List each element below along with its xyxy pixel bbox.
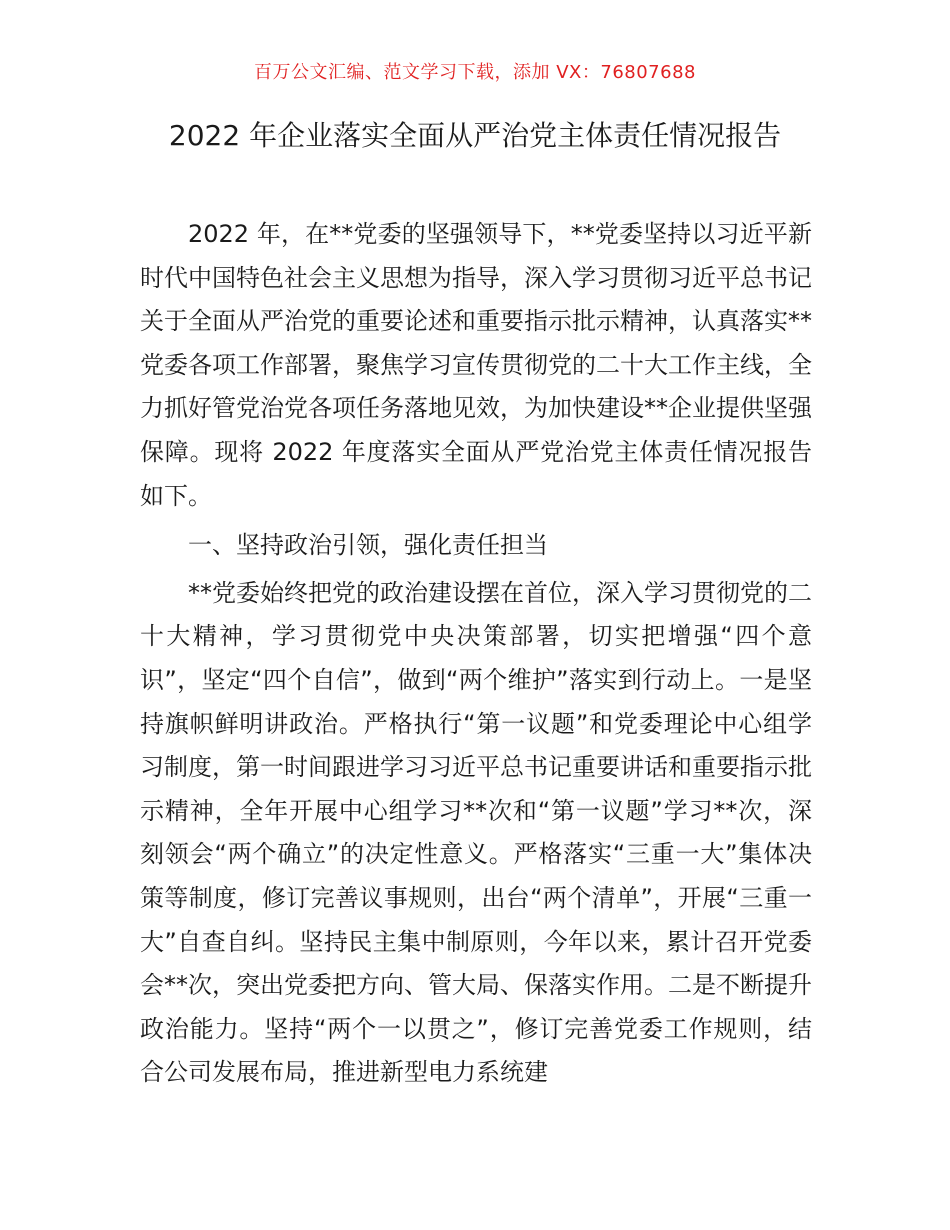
- section-paragraph: **党委始终把党的政治建设摆在首位，深入学习贯彻党的二十大精神，学习贯彻党中央决策部署，切实把增强“四个意识”，坚定“四个自信”，做到“两个维护”落实到行动上。一是坚持旗帜鲜明讲政治。严格执行“第一议题”和党委理论中心组学习制度，第一时间跟进学习习近平总书记重要讲话和重要指示批示精神，全年开展中心组学习**次和“第一议题”学习**次，深刻领会“两个确立”的决定性意义。严格落实“三重一大”集体决策等制度，修订完善议事规则，出台“两个清单”，开展“三重一大”自查自纠。坚持民主集中制原则，今年以来，累计召开党委会**次，突出党委把方向、管大局、保落实作用。二是不断提升政治能力。坚持“两个一以贯之”，修订完善党委工作规则，结合公司发展布局，推进新型电力系统建: [140, 578, 812, 1087]
- document-title: 2022 年企业落实全面从严治党主体责任情况报告: [168, 119, 782, 152]
- intro-paragraph: 2022 年，在**党委的坚强领导下，**党委坚持以习近平新时代中国特色社会主义思想为指导，深入学习贯彻习近平总书记关于全面从严治党的重要论述和重要指示批示精神，认真落实**党委各项工作部署，聚焦学习宣传贯彻党的二十大工作主线，全力抓好管党治党各项任务落地见效，为加快建设**企业提供坚强保障。现将 2022 年度落实全面从严党治党主体责任情况报告如下。: [140, 220, 812, 510]
- header-watermark: 百万公文汇编、范文学习下载，添加 VX：76807688: [254, 62, 696, 83]
- section-heading: 一、坚持政治引领，强化责任担当: [188, 531, 548, 560]
- document-body: [140, 213, 812, 1095]
